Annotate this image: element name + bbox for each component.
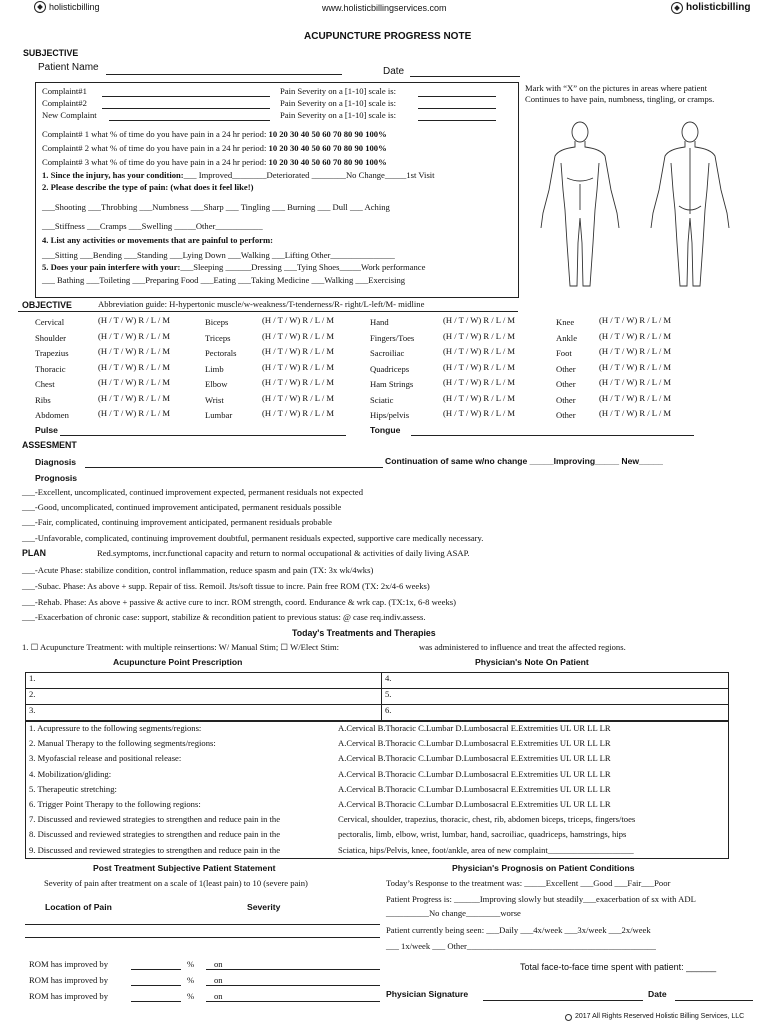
therapy-item: 1. Acupressure to the following segments/regions: (29, 723, 202, 733)
rom-region-field[interactable] (206, 985, 380, 986)
therapy-item: 9. Discussed and reviewed strategies to strengthen and reduce pain in the (29, 844, 281, 855)
point-prescription-heading: Acupuncture Point Prescription (113, 657, 243, 667)
patient-name-label: Patient Name (38, 62, 99, 73)
objective-code-options[interactable]: (H / T / W) R / L / M (599, 377, 672, 387)
severity-3-label: Pain Severity on a [1-10] scale is: (280, 110, 396, 120)
objective-code-options[interactable]: (H / T / W) R / L / M (599, 315, 672, 325)
new-complaint-label: New Complaint (42, 110, 97, 120)
therapy-item: 3. Myofascial release and positional release: (29, 753, 182, 764)
activities-options[interactable]: ___Sitting ___Bending ___Standing ___Lying Down ___Walking ___Lifting Other_______________ (42, 250, 395, 260)
objective-code-options[interactable]: (H / T / W) R / L / M (443, 377, 516, 387)
pain-location-line-2[interactable] (25, 937, 380, 938)
therapy-regions[interactable]: A.Cervical B.Thoracic C.Lumbar D.Lumbosacral E.Extremities UL UR LL LR (338, 738, 611, 749)
note-row-5[interactable]: 5. (382, 689, 729, 705)
activities-question: 4. List any activities or movements that are painful to perform: (42, 235, 273, 245)
objective-region-label: Sacroiliac (370, 348, 405, 358)
objective-region-label: Sciatic (370, 394, 394, 405)
new-complaint-field[interactable] (109, 120, 270, 121)
logo-mark-icon (671, 2, 683, 14)
objective-code-options[interactable]: (H / T / W) R / L / M (599, 330, 672, 341)
complaint-2-field[interactable] (102, 108, 270, 109)
objective-code-options[interactable]: (H / T / W) R / L / M (98, 377, 171, 387)
physician-prognosis-heading: Physician's Prognosis on Patient Conditions (452, 863, 635, 873)
rom-label: ROM has improved by (29, 959, 109, 969)
severity-2-label: Pain Severity on a [1-10] scale is: (280, 98, 396, 108)
therapy-regions[interactable]: pectoralis, limb, elbow, wrist, lumbar, hand, sacroiliac, quadriceps, hamstrings, hips (338, 829, 627, 840)
pct-complaint-2: Complaint# 2 what % of time do you have pain in a 24 hr period: 10 20 30 40 50 60 70 80 90 100% (42, 143, 387, 153)
therapy-item: 8. Discussed and reviewed strategies to strengthen and reduce pain in the (29, 829, 281, 840)
patient-progress[interactable]: Patient Progress is: ______Improving slowly but steadily___exacerbation of sx with ADL (386, 894, 696, 904)
therapy-regions[interactable]: Sciatica, hips/Pelvis, knee, foot/ankle, area of new complaint____________________ (338, 844, 634, 855)
objective-divider (18, 311, 518, 312)
objective-code-options[interactable]: (H / T / W) R / L / M (443, 330, 516, 341)
pulse-label: Pulse (35, 425, 58, 435)
rom-percent-field[interactable] (131, 1001, 181, 1002)
therapy-item: 4. Mobilization/gliding: (29, 768, 112, 779)
condition-question: 1. Since the injury, has your condition:___ Improved________Deteriorated ________No Change_____1st Visit (42, 170, 435, 180)
rom-percent-sign: % (187, 975, 195, 985)
rom-on-label: on (214, 959, 223, 969)
objective-region-label: Biceps (205, 317, 229, 327)
severity-2-field[interactable] (418, 108, 496, 109)
objective-heading: OBJECTIVE (22, 300, 72, 310)
objective-code-options[interactable]: (H / T / W) R / L / M (98, 408, 171, 418)
objective-region-label: Fingers/Toes (370, 332, 415, 343)
therapy-item: 6. Trigger Point Therapy to the following regions: (29, 799, 201, 809)
face-to-face-time[interactable]: Total face-to-face time spent with patient: ______ (520, 962, 717, 972)
date-field[interactable] (410, 76, 520, 77)
body-instructions: Mark with “X” on the pictures in areas where patient Continues to have pain, numbness, tingling, or cramps. (525, 83, 715, 105)
prescription-row-2[interactable]: 2. (26, 689, 382, 705)
visit-frequency[interactable]: Patient currently being seen: ___Daily ___4x/week ___3x/week ___2x/week (386, 925, 651, 935)
therapy-regions[interactable]: A.Cervical B.Thoracic C.Lumbar D.Lumbosacral E.Extremities UL UR LL LR (338, 723, 611, 733)
treatments-heading: Today's Treatments and Therapies (292, 628, 436, 638)
pain-type-question: 2. Please describe the type of pain: (what does it feel like!) (42, 182, 254, 192)
note-row-6[interactable]: 6. (382, 705, 729, 721)
prognosis-excellent[interactable]: ___-Excellent, uncomplicated, continued improvement expected, permanent residuals not expected (22, 487, 364, 497)
objective-region-label: Lumbar (205, 410, 233, 420)
objective-region-label: Trapezius (35, 348, 69, 358)
logo-left: holisticbilling (34, 1, 100, 13)
location-of-pain-label: Location of Pain (45, 902, 112, 912)
objective-region-label: Other (556, 363, 576, 374)
diagnosis-field[interactable] (85, 467, 383, 468)
objective-code-options[interactable]: (H / T / W) R / L / M (443, 392, 516, 403)
objective-region-label: Quadriceps (370, 363, 410, 374)
objective-code-options[interactable]: (H / T / W) R / L / M (599, 361, 672, 372)
complaint-2-label: Complaint#2 (42, 98, 87, 108)
objective-region-label: Shoulder (35, 332, 67, 343)
objective-code-options[interactable]: (H / T / W) R / L / M (262, 346, 335, 356)
assessment-heading: ASSESMENT (22, 440, 77, 450)
objective-code-options[interactable]: (H / T / W) R / L / M (98, 315, 171, 325)
post-treatment-heading: Post Treatment Subjective Patient Statement (93, 863, 276, 873)
objective-code-options[interactable]: (H / T / W) R / L / M (262, 377, 335, 387)
post-severity-text: Severity of pain after treatment on a scale of 1(least pain) to 10 (severe pain) (44, 878, 308, 888)
objective-region-label: Knee (556, 317, 575, 327)
objective-code-options[interactable]: (H / T / W) R / L / M (443, 361, 516, 372)
plan-subacute[interactable]: ___-Subac. Phase: As above + supp. Repair of tiss. Remoil. Jts/soft tissue to incre. Pain free ROM (TX: 2x/4-6 weeks) (22, 581, 430, 591)
tongue-label: Tongue (370, 425, 401, 435)
therapy-regions[interactable]: A.Cervical B.Thoracic C.Lumbar D.Lumbosacral E.Extremities UL UR LL LR (338, 783, 611, 794)
note-row-4[interactable]: 4. (382, 673, 729, 689)
site-url[interactable]: www.holisticbillingservices.com (322, 3, 447, 13)
objective-code-options[interactable]: (H / T / W) R / L / M (98, 346, 171, 356)
prescription-row-3[interactable]: 3. (26, 705, 382, 721)
date-label: Date (383, 66, 405, 77)
objective-code-options[interactable]: (H / T / W) R / L / M (98, 392, 171, 403)
objective-region-label: Other (556, 410, 576, 420)
objective-code-options[interactable]: (H / T / W) R / L / M (443, 315, 516, 325)
interfere-question: 5. Does your pain interfere with your:___Sleeping ______Dressing ___Tying Shoes_____Work performance (42, 262, 426, 272)
therapy-regions[interactable]: A.Cervical B.Thoracic C.Lumbar D.Lumbosacral E.Extremities UL UR LL LR (338, 799, 611, 809)
severity-column-label: Severity (247, 902, 281, 912)
prognosis-good[interactable]: ___-Good, uncomplicated, continued improvement anticipated, permanent residuals possible (22, 502, 342, 512)
prognosis-unfavorable[interactable]: ___-Unfavorable, complicated, continuing improvement doubtful, permanent residuals expected, supportive care medically necessary. (22, 533, 484, 543)
objective-code-options[interactable]: (H / T / W) R / L / M (443, 346, 516, 356)
severity-3-field[interactable] (418, 120, 496, 121)
rom-percent-field[interactable] (131, 985, 181, 986)
complaint-1-label: Complaint#1 (42, 86, 87, 96)
objective-region-label: Hand (370, 317, 389, 327)
objective-region-label: Wrist (205, 394, 224, 405)
page-title: ACUPUNCTURE PROGRESS NOTE (304, 31, 472, 42)
severity-1-field[interactable] (418, 96, 496, 97)
rom-on-label: on (214, 991, 223, 1001)
visit-frequency-2[interactable]: ___ 1x/week ___ Other____________________________________________ (386, 941, 656, 951)
body-front-figure (541, 122, 619, 286)
plan-heading: PLAN (22, 548, 46, 558)
objective-code-options[interactable]: (H / T / W) R / L / M (262, 330, 335, 341)
therapy-regions[interactable]: A.Cervical B.Thoracic C.Lumbar D.Lumbosacral E.Extremities UL UR LL LR (338, 768, 611, 779)
objective-region-label: Triceps (205, 332, 231, 343)
objective-code-options[interactable]: (H / T / W) R / L / M (262, 361, 335, 372)
patient-name-field[interactable] (106, 74, 342, 75)
rom-percent-field[interactable] (131, 969, 181, 970)
objective-region-label: Limb (205, 363, 224, 374)
footer: 2017 All Rights Reserved Holistic Billing Services, LLC (565, 1013, 744, 1021)
pulse-field[interactable] (60, 435, 346, 436)
rom-percent-sign: % (187, 959, 195, 969)
interfere-options-2[interactable]: ___ Bathing ___Toileting ___Preparing Food ___Eating ___Taking Medicine ___Walking ___Exercising (42, 275, 406, 285)
plan-acute[interactable]: ___-Acute Phase: stabilize condition, control inflammation, reduce spasm and pain (TX: 3x wk/4wks) (22, 565, 374, 575)
pct-complaint-3: Complaint# 3 what % of time do you have pain in a 24 hr period: 10 20 30 40 50 60 70 80 90 100% (42, 157, 387, 167)
objective-region-label: Elbow (205, 379, 228, 389)
objective-code-options[interactable]: (H / T / W) R / L / M (443, 408, 516, 418)
footer-logo-icon (565, 1014, 572, 1021)
objective-code-options[interactable]: (H / T / W) R / L / M (599, 408, 672, 418)
objective-code-options[interactable]: (H / T / W) R / L / M (599, 392, 672, 403)
abbreviation-guide: Abbreviation guide: H-hypertonic muscle/w-weakness/T-tenderness/R- right/L-left/M- midline (98, 299, 425, 309)
physician-signature-field[interactable] (483, 1000, 643, 1001)
objective-region-label: Other (556, 379, 576, 389)
objective-code-options[interactable]: (H / T / W) R / L / M (262, 408, 335, 418)
rom-label: ROM has improved by (29, 991, 109, 1001)
plan-text: Red.symptoms, incr.functional capacity and return to normal occupational & activities of daily living ASAP. (97, 548, 470, 558)
logo-mark-icon (34, 1, 46, 13)
objective-code-options[interactable]: (H / T / W) R / L / M (262, 392, 335, 403)
objective-region-label: Foot (556, 348, 572, 358)
subjective-heading: SUBJECTIVE (23, 48, 79, 58)
objective-code-options[interactable]: (H / T / W) R / L / M (262, 315, 335, 325)
physician-note-heading: Physician's Note On Patient (475, 657, 589, 667)
prognosis-label: Prognosis (35, 473, 78, 483)
body-diagram-front-back[interactable] (525, 118, 745, 296)
objective-code-options[interactable]: (H / T / W) R / L / M (98, 361, 171, 372)
acupuncture-treatment-line-b: was administered to influence and treat the affected regions. (419, 642, 626, 652)
objective-region-label: Abdomen (35, 410, 69, 420)
objective-region-label: Ribs (35, 394, 51, 405)
objective-region-label: Pectorals (205, 348, 237, 358)
treatment-response[interactable]: Today’s Response to the treatment was: _____Excellent ___Good ___Fair___Poor (386, 878, 671, 888)
therapy-item: 5. Therapeutic stretching: (29, 783, 117, 794)
severity-1-label: Pain Severity on a [1-10] scale is: (280, 86, 396, 96)
acupuncture-treatment-line[interactable]: 1. ☐ Acupuncture Treatment: with multiple reinsertions: W/ Manual Stim; ☐ W/Elect Stim: (22, 642, 340, 652)
objective-region-label: Chest (35, 379, 55, 389)
objective-region-label: Ham Strings (370, 379, 414, 389)
pain-type-options-1[interactable]: ___Shooting ___Throbbing ___Numbness ___Sharp ___ Tingling ___ Burning ___ Dull ___ Aching (42, 202, 390, 212)
therapy-item: 7. Discussed and reviewed strategies to strengthen and reduce pain in the (29, 814, 281, 825)
logo-right: holisticbilling (671, 2, 750, 14)
objective-region-label: Hips/pelvis (370, 410, 410, 420)
signature-date-field[interactable] (675, 1000, 753, 1001)
therapy-regions[interactable]: A.Cervical B.Thoracic C.Lumbar D.Lumbosacral E.Extremities UL UR LL LR (338, 753, 611, 764)
objective-region-label: Other (556, 394, 576, 405)
physician-signature-label: Physician Signature (386, 989, 469, 999)
pct-complaint-1: Complaint# 1 what % of time do you have pain in a 24 hr period: 10 20 30 40 50 60 70 80 90 100% (42, 129, 387, 139)
rom-region-field[interactable] (206, 1001, 380, 1002)
plan-rehab[interactable]: ___-Rehab. Phase: As above + passive & active cure to incr. ROM strength, coord. Endurance & wrk cap. (TX:1x, 6-8 weeks) (22, 597, 456, 607)
pain-type-options-2[interactable]: ___Stiffness ___Cramps ___Swelling _____Other___________ (42, 221, 263, 231)
prescription-table (25, 672, 729, 721)
prognosis-fair[interactable]: ___-Fair, complicated, continuing improvement anticipated, permanent residuals probable (22, 517, 332, 527)
body-back-figure (651, 122, 729, 286)
pain-location-line-1[interactable] (25, 924, 380, 925)
rom-region-field[interactable] (206, 969, 380, 970)
objective-region-label: Thoracic (35, 363, 66, 374)
continuation-options[interactable]: Continuation of same w/no change _____Improving_____ New_____ (385, 456, 663, 466)
complaint-1-field[interactable] (102, 96, 270, 97)
diagnosis-label: Diagnosis (35, 457, 77, 467)
objective-code-options[interactable]: (H / T / W) R / L / M (98, 330, 171, 341)
therapy-item: 2. Manual Therapy to the following segments/regions: (29, 738, 216, 749)
rom-label: ROM has improved by (29, 975, 109, 985)
therapy-regions[interactable]: Cervical, shoulder, trapezius, thoracic, chest, rib, abdomen biceps, triceps, fingers/toes (338, 814, 636, 825)
objective-region-label: Ankle (556, 332, 578, 343)
tongue-field[interactable] (411, 435, 694, 436)
plan-exacerbation[interactable]: ___-Exacerbation of chronic case: support, stabilize & recondition patient to previous status: @ case req.indiv.assess. (22, 612, 426, 622)
objective-code-options[interactable]: (H / T / W) R / L / M (599, 346, 672, 356)
signature-date-label: Date (648, 989, 667, 999)
rom-percent-sign: % (187, 991, 195, 1001)
rom-on-label: on (214, 975, 223, 985)
prescription-row-1[interactable]: 1. (26, 673, 382, 689)
patient-progress-2[interactable]: __________No change________worse (386, 908, 521, 918)
objective-region-label: Cervical (35, 317, 65, 327)
